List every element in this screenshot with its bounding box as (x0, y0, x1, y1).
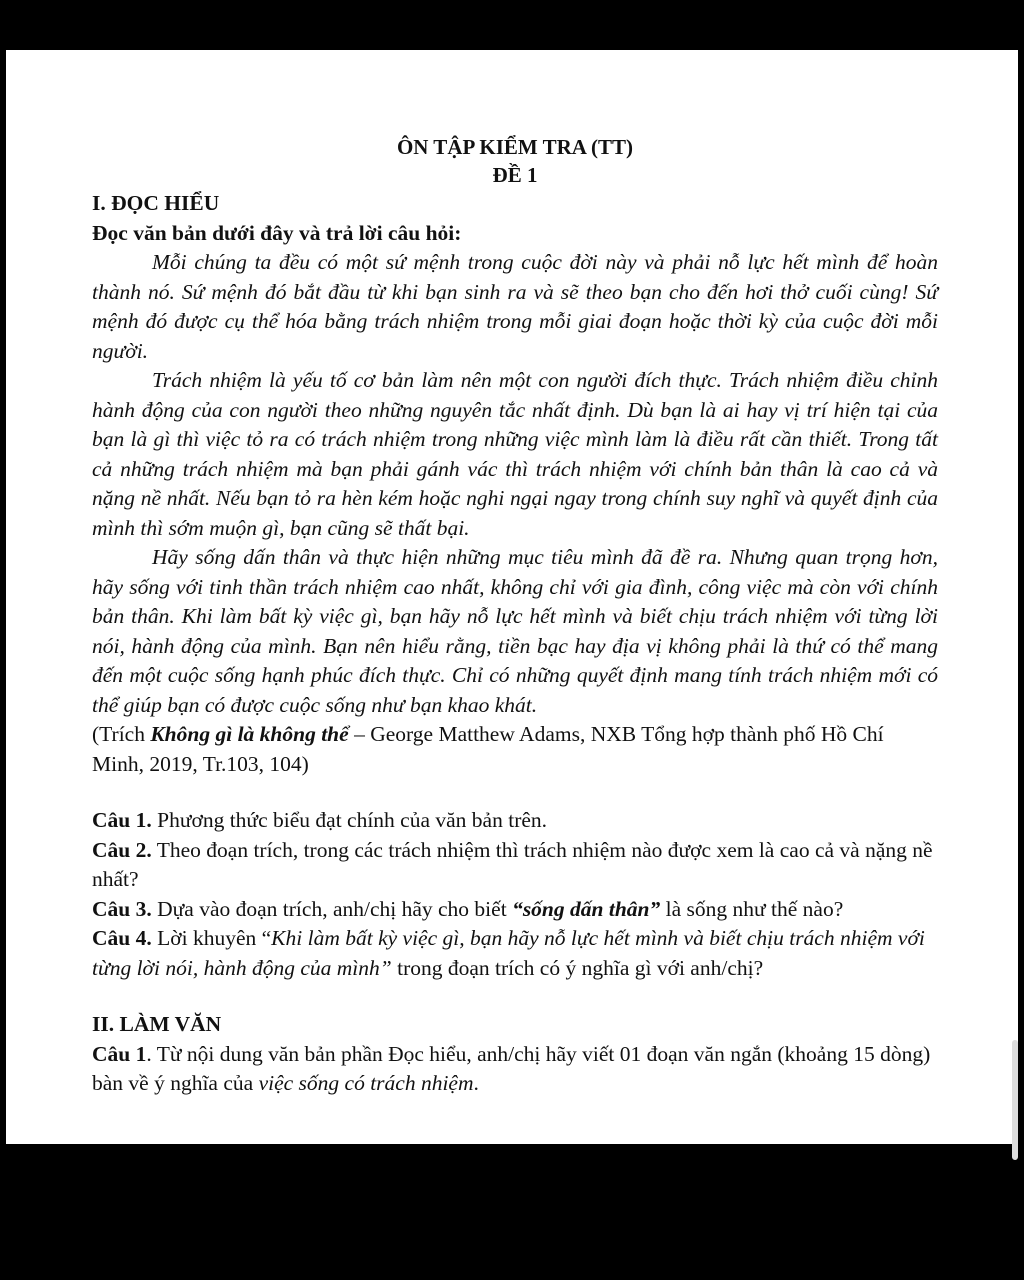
question-label: Câu 1 (92, 1041, 147, 1066)
passage-source (92, 720, 938, 779)
question-text-pre: . Từ nội dung văn bản phần Đọc hiểu, anh/chị hãy viết 01 đoạn văn ngắn (khoảng 15 dòng) bàn về ý nghĩa của (92, 1041, 931, 1095)
question-2 (92, 836, 938, 895)
question-quote: “sống dấn thân” (512, 896, 661, 921)
document-subtitle: ĐỀ 1 (492, 163, 538, 187)
passage-paragraph-2: Trách nhiệm là yếu tố cơ bản làm nên một con người đích thực. Trách nhiệm điều chỉnh hành động của con người theo những nguyên tắc nhất định. Dù bạn là ai hay vị trí hiện tại của bạn là gì thì việc tỏ ra có trách nhiệm trong những việc mình làm là điều rất cần thiết. Trong tất cả những trách nhiệm mà bạn phải gánh vác thì trách nhiệm với chính bản thân là cao cả và nặng nề nhất. Nếu bạn tỏ ra hèn kém hoặc nghi ngại ngay trong chính suy nghĩ và quyết định của mình thì sớm muộn gì, bạn cũng sẽ thất bại. (92, 368, 938, 540)
writing-question-1 (92, 1040, 938, 1099)
question-italic: việc sống có trách nhiệm (258, 1071, 474, 1095)
source-prefix: (Trích (92, 722, 151, 746)
question-quote: Khi làm bất kỳ việc gì, bạn hãy nỗ lực hết mình và biết chịu trách nhiệm với từng lời nói, hành động của mình” (92, 926, 925, 980)
question-text-post: . (473, 1071, 479, 1095)
scrollbar[interactable] (1012, 1040, 1018, 1160)
source-book-title: Không gì là không thể (150, 722, 349, 746)
source-suffix: – George Matthew Adams, NXB Tổng hợp thành phố Hồ Chí Minh, 2019, Tr.103, 104) (92, 722, 884, 776)
question-text-pre: Lời khuyên “ (151, 926, 272, 950)
section-heading-writing: II. LÀM VĂN (92, 1012, 222, 1036)
question-text-pre: Dựa vào đoạn trích, anh/chị hãy cho biết (151, 896, 513, 921)
question-1 (92, 806, 938, 836)
question-4 (92, 924, 938, 983)
question-label: Câu 4. (92, 926, 152, 950)
question-3 (92, 895, 938, 925)
passage-paragraph-1: Mỗi chúng ta đều có một sứ mệnh trong cuộc đời này và phải nỗ lực hết mình để hoàn thành nó. Sứ mệnh đó bắt đầu từ khi bạn sinh ra và sẽ theo bạn cho đến hơi thở cuối cùng! Sứ mệnh đó được cụ thể hóa bằng trách nhiệm trong mỗi giai đoạn hoặc thời kỳ của cuộc đời mỗi người. (92, 250, 938, 363)
document-body (92, 50, 938, 1099)
question-label: Câu 3. (92, 896, 152, 921)
question-text-post: trong đoạn trích có ý nghĩa gì với anh/chị? (391, 955, 764, 980)
document-page (6, 50, 1018, 1144)
section-heading-reading: I. ĐỌC HIỂU (92, 191, 220, 215)
question-label: Câu 2. (92, 837, 152, 862)
question-text: Theo đoạn trích, trong các trách nhiệm thì trách nhiệm nào được xem là cao cả và nặng nề nhất? (92, 837, 933, 891)
reading-instruction: Đọc văn bản dưới đây và trả lời câu hỏi: (92, 220, 462, 245)
question-text-post: là sống như thế nào? (660, 896, 844, 921)
document-title: ÔN TẬP KIỂM TRA (TT) (396, 135, 634, 159)
passage-paragraph-3: Hãy sống dấn thân và thực hiện những mục tiêu mình đã đề ra. Nhưng quan trọng hơn, hãy sống với tinh thần trách nhiệm cao nhất, không chỉ với gia đình, công việc mà còn với chính bản thân. Khi làm bất kỳ việc gì, bạn hãy nỗ lực hết mình và biết chịu trách nhiệm với từng lời nói, hành động của mình. Bạn nên hiểu rằng, tiền bạc hay địa vị không phải là thứ có thể mang đến một cuộc sống hạnh phúc đích thực. Chỉ có những quyết định mang tính trách nhiệm mới có thể giúp bạn có được cuộc sống như bạn khao khát. (92, 545, 938, 717)
question-text: Phương thức biểu đạt chính của văn bản trên. (151, 808, 548, 832)
question-label: Câu 1. (92, 808, 152, 832)
